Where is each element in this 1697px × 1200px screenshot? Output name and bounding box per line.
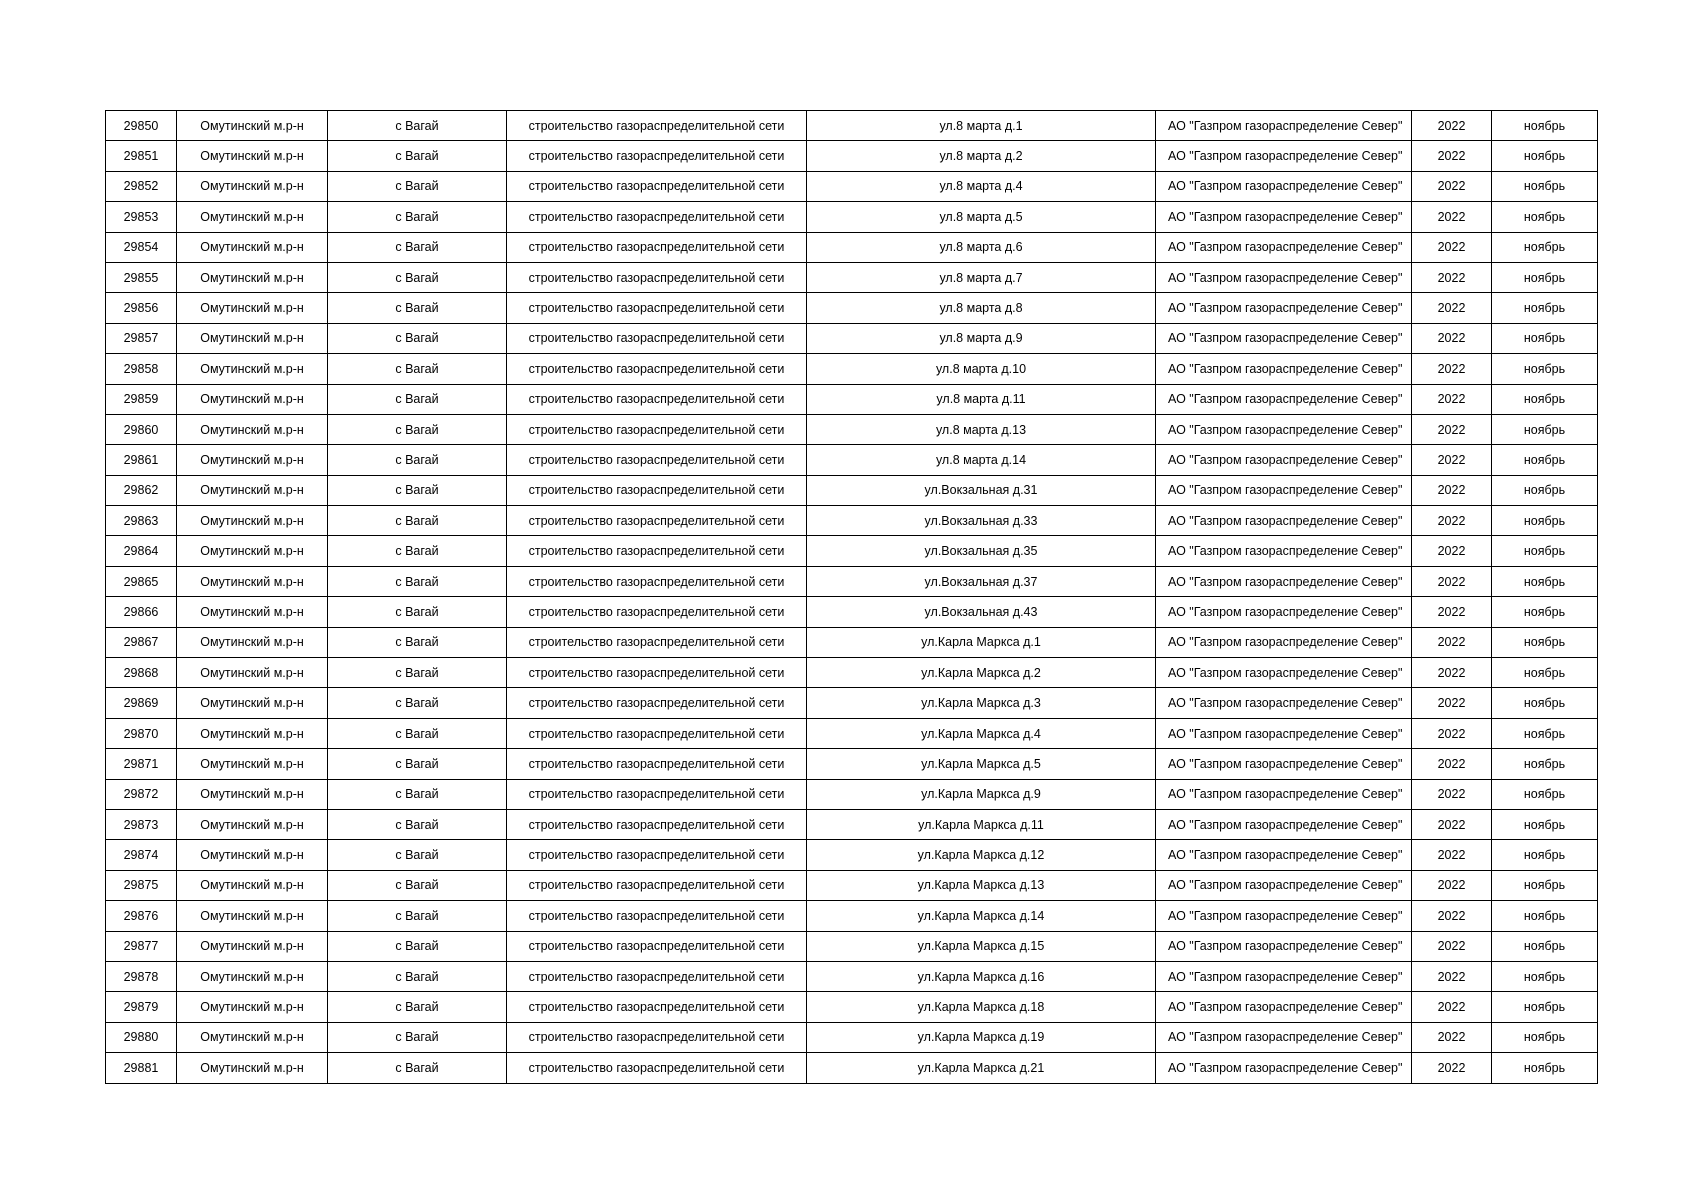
- year-cell: 2022: [1412, 171, 1492, 201]
- address-cell: ул.8 марта д.14: [807, 445, 1156, 475]
- year-cell: 2022: [1412, 718, 1492, 748]
- settlement-cell: с Вагай: [328, 809, 507, 839]
- row-number-cell: 29855: [106, 262, 177, 292]
- address-cell: ул.8 марта д.11: [807, 384, 1156, 414]
- row-number-cell: 29879: [106, 992, 177, 1022]
- settlement-cell: с Вагай: [328, 840, 507, 870]
- settlement-cell: с Вагай: [328, 992, 507, 1022]
- work-type-cell: строительство газораспределительной сети: [507, 354, 807, 384]
- year-cell: 2022: [1412, 506, 1492, 536]
- district-cell: Омутинский м.р-н: [177, 840, 328, 870]
- year-cell: 2022: [1412, 627, 1492, 657]
- organization-cell: АО "Газпром газораспределение Север": [1156, 536, 1412, 566]
- year-cell: 2022: [1412, 597, 1492, 627]
- month-cell: ноябрь: [1492, 961, 1598, 991]
- district-cell: Омутинский м.р-н: [177, 597, 328, 627]
- month-cell: ноябрь: [1492, 262, 1598, 292]
- table-row: [106, 445, 1598, 475]
- organization-cell: АО "Газпром газораспределение Север": [1156, 718, 1412, 748]
- settlement-cell: с Вагай: [328, 627, 507, 657]
- address-cell: ул.Карла Маркса д.9: [807, 779, 1156, 809]
- work-type-cell: строительство газораспределительной сети: [507, 749, 807, 779]
- year-cell: 2022: [1412, 323, 1492, 353]
- district-cell: Омутинский м.р-н: [177, 931, 328, 961]
- organization-cell: АО "Газпром газораспределение Север": [1156, 658, 1412, 688]
- row-number-cell: 29863: [106, 506, 177, 536]
- address-cell: ул.Карла Маркса д.12: [807, 840, 1156, 870]
- settlement-cell: с Вагай: [328, 658, 507, 688]
- year-cell: 2022: [1412, 536, 1492, 566]
- row-number-cell: 29875: [106, 870, 177, 900]
- year-cell: 2022: [1412, 354, 1492, 384]
- work-type-cell: строительство газораспределительной сети: [507, 901, 807, 931]
- address-cell: ул.Карла Маркса д.18: [807, 992, 1156, 1022]
- address-cell: ул.8 марта д.4: [807, 171, 1156, 201]
- district-cell: Омутинский м.р-н: [177, 475, 328, 505]
- row-number-cell: 29867: [106, 627, 177, 657]
- address-cell: ул.Вокзальная д.37: [807, 566, 1156, 596]
- year-cell: 2022: [1412, 658, 1492, 688]
- address-cell: ул.8 марта д.13: [807, 414, 1156, 444]
- organization-cell: АО "Газпром газораспределение Север": [1156, 840, 1412, 870]
- year-cell: 2022: [1412, 931, 1492, 961]
- address-cell: ул.Карла Маркса д.11: [807, 809, 1156, 839]
- month-cell: ноябрь: [1492, 688, 1598, 718]
- settlement-cell: с Вагай: [328, 202, 507, 232]
- organization-cell: АО "Газпром газораспределение Север": [1156, 293, 1412, 323]
- table-row: [106, 141, 1598, 171]
- table-row: [106, 1022, 1598, 1052]
- settlement-cell: с Вагай: [328, 749, 507, 779]
- year-cell: 2022: [1412, 262, 1492, 292]
- row-number-cell: 29876: [106, 901, 177, 931]
- address-cell: ул.Карла Маркса д.4: [807, 718, 1156, 748]
- work-type-cell: строительство газораспределительной сети: [507, 506, 807, 536]
- year-cell: 2022: [1412, 961, 1492, 991]
- settlement-cell: с Вагай: [328, 1053, 507, 1083]
- month-cell: ноябрь: [1492, 414, 1598, 444]
- organization-cell: АО "Газпром газораспределение Север": [1156, 445, 1412, 475]
- month-cell: ноябрь: [1492, 445, 1598, 475]
- work-type-cell: строительство газораспределительной сети: [507, 293, 807, 323]
- work-type-cell: строительство газораспределительной сети: [507, 931, 807, 961]
- district-cell: Омутинский м.р-н: [177, 171, 328, 201]
- gasification-schedule-table: [105, 110, 1598, 1084]
- month-cell: ноябрь: [1492, 992, 1598, 1022]
- work-type-cell: строительство газораспределительной сети: [507, 992, 807, 1022]
- address-cell: ул.8 марта д.1: [807, 111, 1156, 141]
- row-number-cell: 29853: [106, 202, 177, 232]
- settlement-cell: с Вагай: [328, 475, 507, 505]
- row-number-cell: 29877: [106, 931, 177, 961]
- district-cell: Омутинский м.р-н: [177, 202, 328, 232]
- organization-cell: АО "Газпром газораспределение Север": [1156, 384, 1412, 414]
- district-cell: Омутинский м.р-н: [177, 506, 328, 536]
- address-cell: ул.Карла Маркса д.15: [807, 931, 1156, 961]
- organization-cell: АО "Газпром газораспределение Север": [1156, 901, 1412, 931]
- year-cell: 2022: [1412, 111, 1492, 141]
- month-cell: ноябрь: [1492, 749, 1598, 779]
- district-cell: Омутинский м.р-н: [177, 992, 328, 1022]
- row-number-cell: 29859: [106, 384, 177, 414]
- work-type-cell: строительство газораспределительной сети: [507, 718, 807, 748]
- district-cell: Омутинский м.р-н: [177, 111, 328, 141]
- organization-cell: АО "Газпром газораспределение Север": [1156, 809, 1412, 839]
- table-row: [106, 384, 1598, 414]
- address-cell: ул.8 марта д.8: [807, 293, 1156, 323]
- address-cell: ул.Вокзальная д.33: [807, 506, 1156, 536]
- month-cell: ноябрь: [1492, 384, 1598, 414]
- district-cell: Омутинский м.р-н: [177, 1053, 328, 1083]
- year-cell: 2022: [1412, 232, 1492, 262]
- table-row: [106, 354, 1598, 384]
- table-body: [106, 111, 1598, 1084]
- address-cell: ул.Карла Маркса д.16: [807, 961, 1156, 991]
- district-cell: Омутинский м.р-н: [177, 718, 328, 748]
- district-cell: Омутинский м.р-н: [177, 262, 328, 292]
- table-row: [106, 171, 1598, 201]
- table-row: [106, 293, 1598, 323]
- settlement-cell: с Вагай: [328, 566, 507, 596]
- year-cell: 2022: [1412, 445, 1492, 475]
- month-cell: ноябрь: [1492, 323, 1598, 353]
- work-type-cell: строительство газораспределительной сети: [507, 384, 807, 414]
- table-row: [106, 779, 1598, 809]
- district-cell: Омутинский м.р-н: [177, 232, 328, 262]
- table-row: [106, 506, 1598, 536]
- year-cell: 2022: [1412, 840, 1492, 870]
- settlement-cell: с Вагай: [328, 384, 507, 414]
- table-row: [106, 597, 1598, 627]
- table-row: [106, 840, 1598, 870]
- address-cell: ул.8 марта д.5: [807, 202, 1156, 232]
- address-cell: ул.8 марта д.6: [807, 232, 1156, 262]
- work-type-cell: строительство газораспределительной сети: [507, 1022, 807, 1052]
- table-row: [106, 931, 1598, 961]
- row-number-cell: 29858: [106, 354, 177, 384]
- year-cell: 2022: [1412, 749, 1492, 779]
- work-type-cell: строительство газораспределительной сети: [507, 141, 807, 171]
- address-cell: ул.Вокзальная д.35: [807, 536, 1156, 566]
- year-cell: 2022: [1412, 566, 1492, 596]
- organization-cell: АО "Газпром газораспределение Север": [1156, 171, 1412, 201]
- year-cell: 2022: [1412, 384, 1492, 414]
- table-row: [106, 414, 1598, 444]
- settlement-cell: с Вагай: [328, 597, 507, 627]
- district-cell: Омутинский м.р-н: [177, 445, 328, 475]
- table-row: [106, 688, 1598, 718]
- organization-cell: АО "Газпром газораспределение Север": [1156, 202, 1412, 232]
- settlement-cell: с Вагай: [328, 931, 507, 961]
- year-cell: 2022: [1412, 141, 1492, 171]
- month-cell: ноябрь: [1492, 141, 1598, 171]
- work-type-cell: строительство газораспределительной сети: [507, 627, 807, 657]
- row-number-cell: 29865: [106, 566, 177, 596]
- work-type-cell: строительство газораспределительной сети: [507, 232, 807, 262]
- month-cell: ноябрь: [1492, 293, 1598, 323]
- month-cell: ноябрь: [1492, 779, 1598, 809]
- address-cell: ул.Карла Маркса д.2: [807, 658, 1156, 688]
- year-cell: 2022: [1412, 1053, 1492, 1083]
- settlement-cell: с Вагай: [328, 779, 507, 809]
- month-cell: ноябрь: [1492, 354, 1598, 384]
- table-row: [106, 809, 1598, 839]
- work-type-cell: строительство газораспределительной сети: [507, 475, 807, 505]
- row-number-cell: 29873: [106, 809, 177, 839]
- row-number-cell: 29874: [106, 840, 177, 870]
- organization-cell: АО "Газпром газораспределение Север": [1156, 749, 1412, 779]
- work-type-cell: строительство газораспределительной сети: [507, 566, 807, 596]
- month-cell: ноябрь: [1492, 658, 1598, 688]
- settlement-cell: с Вагай: [328, 262, 507, 292]
- table-row: [106, 232, 1598, 262]
- settlement-cell: с Вагай: [328, 688, 507, 718]
- table-row: [106, 627, 1598, 657]
- address-cell: ул.8 марта д.7: [807, 262, 1156, 292]
- row-number-cell: 29880: [106, 1022, 177, 1052]
- month-cell: ноябрь: [1492, 809, 1598, 839]
- settlement-cell: с Вагай: [328, 111, 507, 141]
- settlement-cell: с Вагай: [328, 870, 507, 900]
- month-cell: ноябрь: [1492, 627, 1598, 657]
- district-cell: Омутинский м.р-н: [177, 323, 328, 353]
- row-number-cell: 29854: [106, 232, 177, 262]
- work-type-cell: строительство газораспределительной сети: [507, 202, 807, 232]
- settlement-cell: с Вагай: [328, 171, 507, 201]
- table-row: [106, 901, 1598, 931]
- month-cell: ноябрь: [1492, 1053, 1598, 1083]
- organization-cell: АО "Газпром газораспределение Север": [1156, 354, 1412, 384]
- district-cell: Омутинский м.р-н: [177, 901, 328, 931]
- address-cell: ул.8 марта д.9: [807, 323, 1156, 353]
- table-row: [106, 658, 1598, 688]
- table-row: [106, 749, 1598, 779]
- work-type-cell: строительство газораспределительной сети: [507, 536, 807, 566]
- row-number-cell: 29852: [106, 171, 177, 201]
- table-row: [106, 961, 1598, 991]
- address-cell: ул.Карла Маркса д.3: [807, 688, 1156, 718]
- table-row: [106, 718, 1598, 748]
- month-cell: ноябрь: [1492, 870, 1598, 900]
- organization-cell: АО "Газпром газораспределение Север": [1156, 1022, 1412, 1052]
- settlement-cell: с Вагай: [328, 354, 507, 384]
- year-cell: 2022: [1412, 202, 1492, 232]
- address-cell: ул.8 марта д.10: [807, 354, 1156, 384]
- organization-cell: АО "Газпром газораспределение Север": [1156, 931, 1412, 961]
- organization-cell: АО "Газпром газораспределение Север": [1156, 566, 1412, 596]
- address-cell: ул.Карла Маркса д.19: [807, 1022, 1156, 1052]
- row-number-cell: 29851: [106, 141, 177, 171]
- organization-cell: АО "Газпром газораспределение Север": [1156, 627, 1412, 657]
- year-cell: 2022: [1412, 475, 1492, 505]
- organization-cell: АО "Газпром газораспределение Север": [1156, 475, 1412, 505]
- month-cell: ноябрь: [1492, 232, 1598, 262]
- organization-cell: АО "Газпром газораспределение Север": [1156, 779, 1412, 809]
- organization-cell: АО "Газпром газораспределение Север": [1156, 262, 1412, 292]
- row-number-cell: 29857: [106, 323, 177, 353]
- row-number-cell: 29869: [106, 688, 177, 718]
- district-cell: Омутинский м.р-н: [177, 566, 328, 596]
- table-row: [106, 1053, 1598, 1083]
- year-cell: 2022: [1412, 809, 1492, 839]
- work-type-cell: строительство газораспределительной сети: [507, 414, 807, 444]
- row-number-cell: 29870: [106, 718, 177, 748]
- work-type-cell: строительство газораспределительной сети: [507, 111, 807, 141]
- month-cell: ноябрь: [1492, 506, 1598, 536]
- table-row: [106, 475, 1598, 505]
- table-row: [106, 323, 1598, 353]
- district-cell: Омутинский м.р-н: [177, 536, 328, 566]
- organization-cell: АО "Газпром газораспределение Север": [1156, 961, 1412, 991]
- row-number-cell: 29860: [106, 414, 177, 444]
- organization-cell: АО "Газпром газораспределение Север": [1156, 597, 1412, 627]
- district-cell: Омутинский м.р-н: [177, 384, 328, 414]
- district-cell: Омутинский м.р-н: [177, 414, 328, 444]
- work-type-cell: строительство газораспределительной сети: [507, 597, 807, 627]
- row-number-cell: 29872: [106, 779, 177, 809]
- row-number-cell: 29864: [106, 536, 177, 566]
- table-row: [106, 566, 1598, 596]
- district-cell: Омутинский м.р-н: [177, 749, 328, 779]
- work-type-cell: строительство газораспределительной сети: [507, 1053, 807, 1083]
- address-cell: ул.8 марта д.2: [807, 141, 1156, 171]
- settlement-cell: с Вагай: [328, 536, 507, 566]
- year-cell: 2022: [1412, 688, 1492, 718]
- address-cell: ул.Карла Маркса д.1: [807, 627, 1156, 657]
- year-cell: 2022: [1412, 870, 1492, 900]
- address-cell: ул.Карла Маркса д.14: [807, 901, 1156, 931]
- month-cell: ноябрь: [1492, 901, 1598, 931]
- district-cell: Омутинский м.р-н: [177, 141, 328, 171]
- district-cell: Омутинский м.р-н: [177, 354, 328, 384]
- month-cell: ноябрь: [1492, 202, 1598, 232]
- address-cell: ул.Карла Маркса д.21: [807, 1053, 1156, 1083]
- work-type-cell: строительство газораспределительной сети: [507, 171, 807, 201]
- district-cell: Омутинский м.р-н: [177, 627, 328, 657]
- row-number-cell: 29871: [106, 749, 177, 779]
- organization-cell: АО "Газпром газораспределение Север": [1156, 323, 1412, 353]
- year-cell: 2022: [1412, 414, 1492, 444]
- month-cell: ноябрь: [1492, 171, 1598, 201]
- month-cell: ноябрь: [1492, 111, 1598, 141]
- address-cell: ул.Вокзальная д.43: [807, 597, 1156, 627]
- month-cell: ноябрь: [1492, 931, 1598, 961]
- month-cell: ноябрь: [1492, 718, 1598, 748]
- month-cell: ноябрь: [1492, 840, 1598, 870]
- year-cell: 2022: [1412, 901, 1492, 931]
- work-type-cell: строительство газораспределительной сети: [507, 779, 807, 809]
- month-cell: ноябрь: [1492, 1022, 1598, 1052]
- district-cell: Омутинский м.р-н: [177, 688, 328, 718]
- row-number-cell: 29881: [106, 1053, 177, 1083]
- month-cell: ноябрь: [1492, 566, 1598, 596]
- table-row: [106, 111, 1598, 141]
- row-number-cell: 29878: [106, 961, 177, 991]
- settlement-cell: с Вагай: [328, 445, 507, 475]
- settlement-cell: с Вагай: [328, 414, 507, 444]
- work-type-cell: строительство газораспределительной сети: [507, 445, 807, 475]
- month-cell: ноябрь: [1492, 536, 1598, 566]
- row-number-cell: 29866: [106, 597, 177, 627]
- organization-cell: АО "Газпром газораспределение Север": [1156, 414, 1412, 444]
- settlement-cell: с Вагай: [328, 1022, 507, 1052]
- address-cell: ул.Карла Маркса д.5: [807, 749, 1156, 779]
- month-cell: ноябрь: [1492, 475, 1598, 505]
- row-number-cell: 29850: [106, 111, 177, 141]
- settlement-cell: с Вагай: [328, 323, 507, 353]
- settlement-cell: с Вагай: [328, 961, 507, 991]
- settlement-cell: с Вагай: [328, 141, 507, 171]
- work-type-cell: строительство газораспределительной сети: [507, 262, 807, 292]
- work-type-cell: строительство газораспределительной сети: [507, 658, 807, 688]
- year-cell: 2022: [1412, 779, 1492, 809]
- district-cell: Омутинский м.р-н: [177, 870, 328, 900]
- settlement-cell: с Вагай: [328, 293, 507, 323]
- organization-cell: АО "Газпром газораспределение Север": [1156, 870, 1412, 900]
- table-row: [106, 992, 1598, 1022]
- organization-cell: АО "Газпром газораспределение Север": [1156, 506, 1412, 536]
- work-type-cell: строительство газораспределительной сети: [507, 809, 807, 839]
- district-cell: Омутинский м.р-н: [177, 658, 328, 688]
- row-number-cell: 29862: [106, 475, 177, 505]
- address-cell: ул.Вокзальная д.31: [807, 475, 1156, 505]
- year-cell: 2022: [1412, 1022, 1492, 1052]
- district-cell: Омутинский м.р-н: [177, 293, 328, 323]
- organization-cell: АО "Газпром газораспределение Север": [1156, 688, 1412, 718]
- organization-cell: АО "Газпром газораспределение Север": [1156, 141, 1412, 171]
- organization-cell: АО "Газпром газораспределение Север": [1156, 1053, 1412, 1083]
- year-cell: 2022: [1412, 293, 1492, 323]
- address-cell: ул.Карла Маркса д.13: [807, 870, 1156, 900]
- month-cell: ноябрь: [1492, 597, 1598, 627]
- settlement-cell: с Вагай: [328, 506, 507, 536]
- row-number-cell: 29856: [106, 293, 177, 323]
- settlement-cell: с Вагай: [328, 718, 507, 748]
- table-row: [106, 870, 1598, 900]
- work-type-cell: строительство газораспределительной сети: [507, 870, 807, 900]
- table-row: [106, 536, 1598, 566]
- settlement-cell: с Вагай: [328, 901, 507, 931]
- row-number-cell: 29861: [106, 445, 177, 475]
- organization-cell: АО "Газпром газораспределение Север": [1156, 992, 1412, 1022]
- organization-cell: АО "Газпром газораспределение Север": [1156, 111, 1412, 141]
- district-cell: Омутинский м.р-н: [177, 779, 328, 809]
- settlement-cell: с Вагай: [328, 232, 507, 262]
- table-row: [106, 262, 1598, 292]
- year-cell: 2022: [1412, 992, 1492, 1022]
- work-type-cell: строительство газораспределительной сети: [507, 323, 807, 353]
- district-cell: Омутинский м.р-н: [177, 809, 328, 839]
- organization-cell: АО "Газпром газораспределение Север": [1156, 232, 1412, 262]
- row-number-cell: 29868: [106, 658, 177, 688]
- work-type-cell: строительство газораспределительной сети: [507, 840, 807, 870]
- district-cell: Омутинский м.р-н: [177, 1022, 328, 1052]
- work-type-cell: строительство газораспределительной сети: [507, 688, 807, 718]
- district-cell: Омутинский м.р-н: [177, 961, 328, 991]
- table-row: [106, 202, 1598, 232]
- work-type-cell: строительство газораспределительной сети: [507, 961, 807, 991]
